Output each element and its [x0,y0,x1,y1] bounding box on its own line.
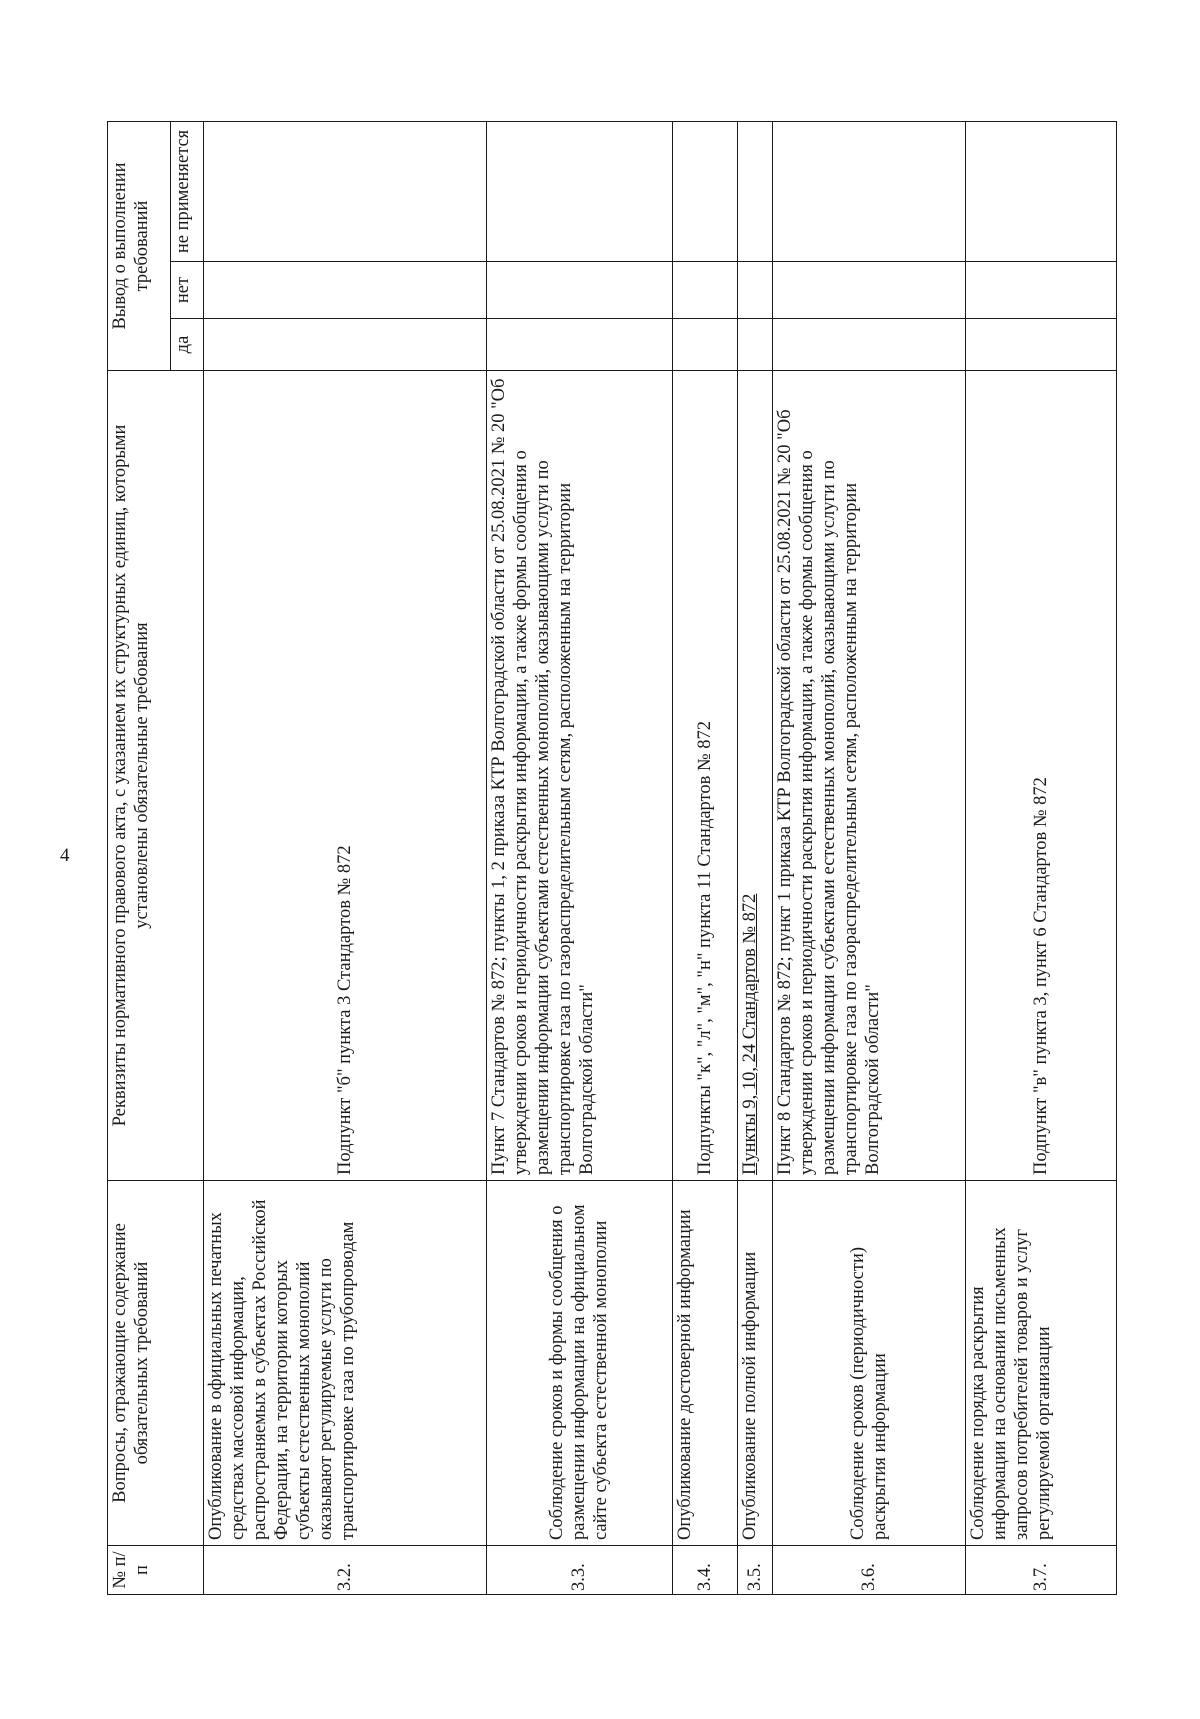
table-row [966,121,1117,1594]
cell-yes [486,319,673,371]
cell-yes [203,319,486,371]
header-conclusion: Вывод о выполнении требований [108,121,171,370]
header-questions: Вопросы, отражающие содержание обязательных требований [108,1181,204,1546]
header-row [108,121,171,1594]
cell-no [486,262,673,319]
row-number: 3.7. [966,1546,1117,1595]
header-yes: да [170,319,203,371]
rotated-table-container [107,122,1117,1595]
row-requisite: Пункты 9, 10, 24 Стандартов № 872 [738,371,773,1181]
table-row [773,121,966,1594]
row-question: Опубликование полной информации [738,1181,773,1546]
row-requisite: Подпункт "б" пункта 3 Стандартов № 872 [203,371,486,1181]
header-requisites: Реквизиты нормативного правового акта, с указанием их структурных единиц, которыми установлены обязательные требования [108,371,204,1181]
row-number: 3.2. [203,1546,486,1595]
row-number: 3.3. [486,1546,673,1595]
row-requisite: Подпункты "к", "л", "м", "н" пункта 11 Стандартов № 872 [673,371,738,1181]
header-num: № п/п [108,1546,204,1595]
row-requisite: Подпункт "в" пункта 3, пункт 6 Стандартов № 872 [966,371,1117,1181]
page-number: 4 [60,845,70,866]
cell-yes [966,319,1117,371]
row-requisite: Пункт 8 Стандартов № 872; пункт 1 приказа КТР Волгоградской области от 25.08.2021 № 20 "Об утверждении сроков и периодичности раскрытия информации, а также формы сообщения о размещении информации субъектами естественных монополий, оказывающими услуги по транспортировке газа по газораспределительным сетям, расположенным на территории Волгоградской области" [773,371,966,1181]
cell-yes [738,319,773,371]
cell-not-applicable [486,121,673,261]
row-question: Соблюдение сроков и формы сообщения о размещении информации на официальном сайте субъекта естественной монополии [486,1181,673,1546]
row-requisite: Пункт 7 Стандартов № 872; пункты 1, 2 приказа КТР Волгоградской области от 25.08.2021 № 20 "Об утверждении сроков и периодичности раскрытия информации, а также формы сообщения о размещении информации субъектами естественных монополий, оказывающими услуги по транспортировке газа по газораспределительным сетям, расположенным на территории Волгоградской области" [486,371,673,1181]
table-row [203,121,486,1594]
row-number: 3.5. [738,1546,773,1595]
table-row [486,121,673,1594]
row-question: Соблюдение сроков (периодичности) раскрытия информации [773,1181,966,1546]
row-number: 3.6. [773,1546,966,1595]
row-question: Опубликование в официальных печатных средствах массовой информации, распространяемых в субъектах Российской Федерации, на территории которых субъекты естественных монополий оказывают регулируемые услуги по транспортировке газа по трубопроводам [203,1181,486,1546]
cell-no [773,262,966,319]
cell-no [966,262,1117,319]
cell-not-applicable [966,121,1117,261]
cell-not-applicable [673,121,738,261]
cell-no [738,262,773,319]
cell-not-applicable [773,121,966,261]
cell-no [203,262,486,319]
cell-no [673,262,738,319]
cell-yes [773,319,966,371]
table-row [673,121,738,1594]
header-no: нет [170,262,203,319]
cell-not-applicable [738,121,773,261]
cell-yes [673,319,738,371]
row-question: Опубликование достоверной информации [673,1181,738,1546]
cell-not-applicable [203,121,486,261]
requirements-table [107,121,1117,1595]
row-question: Соблюдение порядка раскрытия информации на основании письменных запросов потребителей товаров и услуг регулируемой организации [966,1181,1117,1546]
header-not-applicable: не применяется [170,121,203,261]
table-row [738,121,773,1594]
row-number: 3.4. [673,1546,738,1595]
